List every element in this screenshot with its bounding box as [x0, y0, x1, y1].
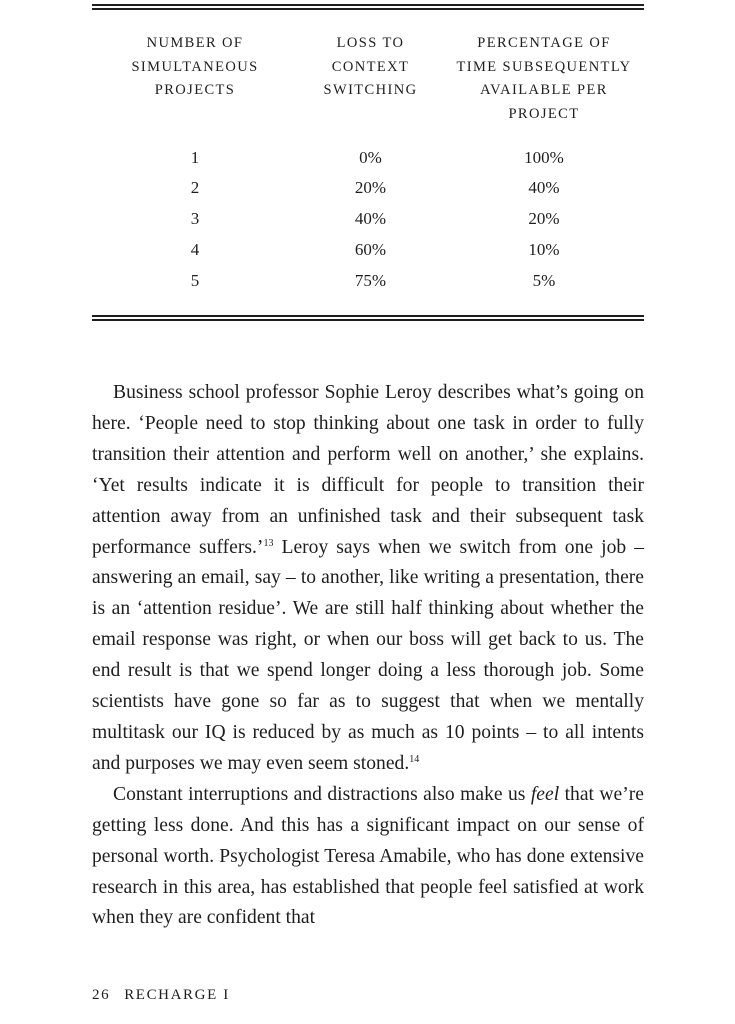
book-page [92, 0, 644, 1024]
table-cell: 4 [190, 240, 200, 259]
table-header-loss: LOSS TO CONTEXT SWITCHING [323, 35, 418, 99]
table-cell: 40% [354, 209, 387, 228]
table-cell: 75% [354, 271, 387, 290]
footnote-ref: 13 [263, 537, 274, 549]
footnote-ref: 14 [409, 753, 420, 765]
paragraph: Business school professor Sophie Leroy describes what’s going on here. ‘People need to stop thinking about one task in order to fully transition their attention and perform well on another,’ she explains. ‘Yet results indicate it is difficult for people to transition their attention away from an unfinished task and their subsequent task performance suffers.’$^{13}$ Leroy says when we switch from one job – answering an email, say – to another, like writing a presentation, there is an ‘attention residue’. We are still half thinking about whether the email response was right, or when our boss will get back to us. The end result is that we spend longer doing a less thorough job. Some scientists have gone so far as to suggest that when we mentally multitask our IQ is reduced by as much as 10 points – to all intents and purposes we may even seem stoned.$^{14}$ [92, 382, 644, 774]
body-text [92, 378, 644, 934]
table-cell: 20% [354, 178, 387, 197]
page-number: 26 [92, 987, 111, 1003]
table-cell: 3 [190, 209, 200, 228]
table-cell: 10% [528, 240, 560, 259]
table-header-percentage: PERCENTAGE OF TIME SUBSEQUENTLY AVAILABLE PER PROJECT [456, 35, 632, 123]
paragraph: Constant interruptions and distractions also make us feel that we’re getting less done. And this has a significant impact on our sense of personal worth. Psychologist Teresa Amabile, who has done extensive research in this area, has established that people feel satisfied at work when they are confident that [92, 783, 644, 929]
table-header-projects: NUMBER OF SIMULTANEOUS PROJECTS [131, 35, 259, 99]
table-cell: 0% [359, 148, 382, 167]
table-cell: 20% [528, 209, 560, 228]
page-footer [92, 987, 230, 1004]
table-cell: 60% [354, 240, 387, 259]
running-head: RECHARGE I [124, 987, 230, 1003]
table-bottom-rule [92, 315, 644, 321]
table-cell: 5 [190, 271, 200, 290]
table-cell: 2 [190, 178, 200, 197]
table-cell: 40% [528, 178, 560, 197]
table-top-rule [92, 4, 644, 10]
emphasis: feel [530, 783, 560, 805]
table-cell: 1 [190, 148, 200, 167]
table-cell: 5% [532, 271, 556, 290]
table-cell: 100% [524, 148, 564, 167]
